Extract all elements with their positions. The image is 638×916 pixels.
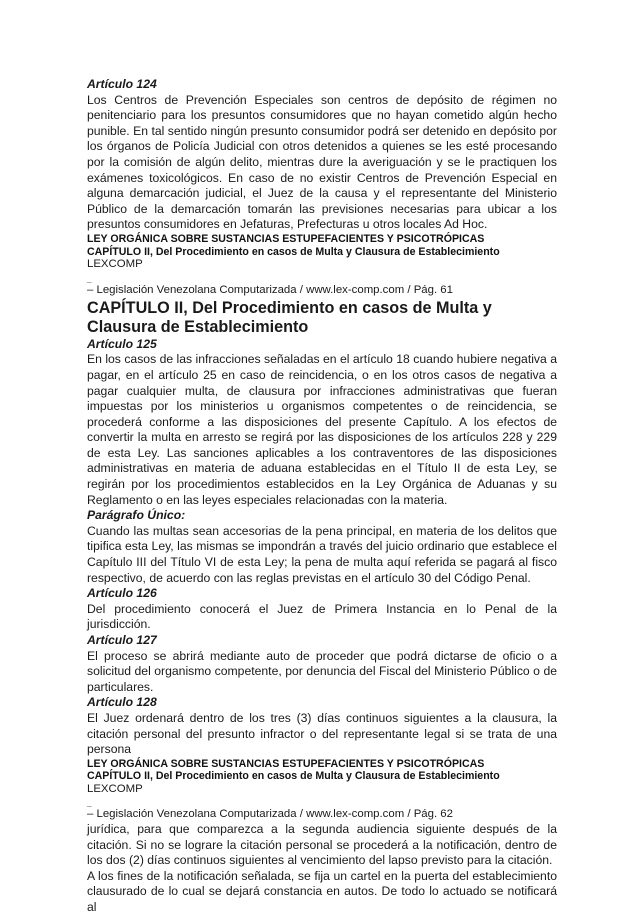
- page-footer: [87, 798, 557, 822]
- running-header-brand: LEXCOMP: [87, 782, 143, 795]
- article-128-text-part2: jurídica, para que comparezca a la segunda audiencia siguiente después de la citación. Si no se lograre la citación personal se procederá a la notificación, dentro de los dos (2) días continuos siguientes al vencimiento del lapso previsto para la citación.: [87, 821, 557, 868]
- running-header: [87, 758, 557, 797]
- paragrafo-unico-text: Cuando las multas sean accesorias de la pena principal, en materia de los delitos que tipifica esta Ley, las mismas se impondrán a través del juicio ordinario que establece el Capítulo III del Título VI de esta Ley; la pena de multa aquí referida se pagará al fisco respectivo, de acuerdo con las reglas previstas en el artículo 30 del Código Penal.: [87, 523, 557, 585]
- paragrafo-unico-heading: Parágrafo Único:: [87, 508, 186, 523]
- running-header-chapter: CAPÍTULO II, Del Procedimiento en casos de Multa y Clausura de Establecimiento: [87, 245, 500, 258]
- chapter-title: CAPÍTULO II, Del Procedimiento en casos de Multa y Clausura de Establecimiento: [87, 299, 492, 336]
- article-125-heading: Artículo 125: [87, 336, 157, 351]
- footer-separator: _: [87, 273, 92, 283]
- article-127-heading: Artículo 127: [87, 633, 157, 647]
- article-127-text: El proceso se abrirá mediante auto de proceder que podrá dictarse de oficio o a solicitud del organismo competente, por denuncia del Fiscal del Ministerio Público o de particulares.: [87, 648, 557, 694]
- running-header-law-title: LEY ORGÁNICA SOBRE SUSTANCIAS ESTUPEFACIENTES Y PSICOTRÓPICAS: [87, 757, 485, 770]
- document-page: [87, 77, 557, 916]
- article-124-text: Los Centros de Prevención Especiales son centros de depósito de régimen no penitenciario para los presuntos consumidores que no hayan cometido algún hecho punible. En tal sentido ningún presunto consumidor podrá ser detenido en depósito por los órganos de Policía Judicial con otros detenidos a quienes se les esté procesando por la comisión de algún delito, mientras dure la averiguación y se le practiquen los exámenes toxicológicos. En caso de no existir Centros de Prevención Especial en alguna demarcación judicial, el Juez de la causa y el representante del Ministerio Público de la demarcación tomarán las previsiones necesarias para ubicar a los presuntos consumidores en Jefaturas, Prefecturas u otros locales Ad Hoc.: [87, 92, 557, 232]
- article-128-text-part3: A los fines de la notificación señalada, se fija un cartel en la puerta del establecimiento clausurado de lo cual se dejará constancia en autos. De todo lo actuado se notificará al: [87, 868, 557, 914]
- article-124-heading: Artículo 124: [87, 77, 157, 91]
- footer-separator: _: [87, 798, 92, 808]
- running-header-chapter: CAPÍTULO II, Del Procedimiento en casos de Multa y Clausura de Establecimiento: [87, 770, 500, 783]
- page-footer: [87, 274, 557, 298]
- article-125-text: En los casos de las infracciones señaladas en el artículo 18 cuando hubiere negativa a pagar, en el artículo 25 en caso de reincidencia, o en los otros casos de negativa a pagar cualquier multa, de clausura por infracciones administrativas que fueran impuestas por los ministerios u organismos competentes o de reincidencia, se procederá conforme a las disposiciones del presente Capítulo. A los efectos de convertir la multa en arresto se regirá por las disposiciones de los artículos 228 y 229 de esta Ley. Las sanciones aplicables a los contraventores de las disposiciones administrativas en materia de aduana establecidas en el Título II de esta Ley, se regirán por los procedimientos establecidos en la Ley Orgánica de Aduanas y su Reglamento o en las leyes especiales relacionadas con la materia.: [87, 352, 557, 507]
- article-128-heading: Artículo 128: [87, 695, 157, 710]
- article-126-text: Del procedimiento conocerá el Juez de Primera Instancia en lo Penal de la jurisdicción.: [87, 601, 557, 632]
- article-128-text-part1: El Juez ordenará dentro de los tres (3) días continuos siguientes a la clausura, la citación personal del presunto infractor o del representante legal si se trata de una persona: [87, 710, 557, 757]
- running-header-brand: LEXCOMP: [87, 258, 143, 271]
- footer-text: – Legislación Venezolana Computarizada / www.lex-comp.com / Pág. 61: [87, 283, 453, 296]
- footer-text: – Legislación Venezolana Computarizada / www.lex-comp.com / Pág. 62: [87, 808, 453, 821]
- article-126-heading: Artículo 126: [87, 586, 157, 601]
- running-header: [87, 233, 557, 272]
- running-header-law-title: LEY ORGÁNICA SOBRE SUSTANCIAS ESTUPEFACIENTES Y PSICOTRÓPICAS: [87, 232, 485, 245]
